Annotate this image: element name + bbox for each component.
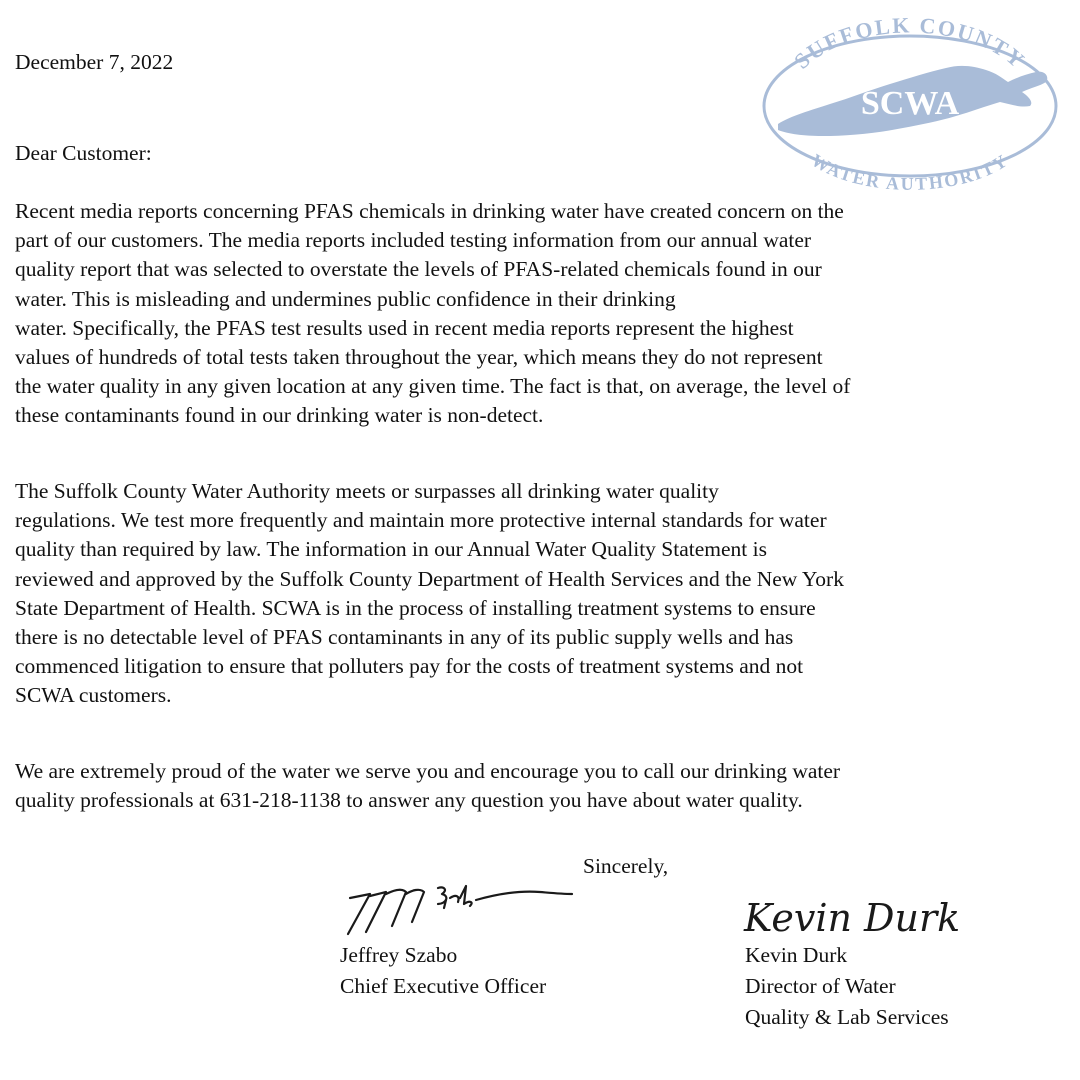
seal-bottom-text: WATER AUTHORITY [807,149,1013,194]
body-paragraph-2: The Suffolk County Water Authority meets or surpasses all drinking water quality regulations. We test more frequently and maintain more protective internal standards for water quality than required by law. The information in our Annual Water Quality Statement is reviewed and approved by the Suffolk County Department of Health Services and the New York State Department of Health. SCWA is in the process of installing treatment systems to ensure there is no detectable level of PFAS contaminants in any of its public supply wells and has commenced litigation to ensure that polluters pay for the costs of treatment systems and not SCWA customers. [15,479,844,708]
svg-text:WATER AUTHORITY [808,150,1012,194]
signer-title-line-2: Quality & Lab Services [745,1005,949,1029]
seal-top-text: SUFFOLK COUNTY [789,12,1031,74]
signer-block-2 [745,940,949,1033]
svg-text:SUFFOLK COUNTY [789,12,1031,73]
body-paragraph-3: We are extremely proud of the water we serve you and encourage you to call our drinking water quality professionals at 631-218-1138 to answer any question you have about water quality. [15,759,841,813]
svg-text:Kevin Durk: Kevin Durk [744,896,961,940]
signer-title: Chief Executive Officer [340,974,547,998]
letter-date: December 7, 2022 [15,50,174,74]
signer-name: Jeffrey Szabo [340,943,458,967]
signature-jeffrey-szabo [340,876,580,940]
signer-block-1 [340,940,546,1002]
signer-name: Kevin Durk [745,943,848,967]
seal-center-text: SCWA [860,85,960,122]
scwa-seal-logo [760,6,1060,196]
signer-title-line-1: Director of Water [745,974,896,998]
body-paragraph-1: Recent media reports concerning PFAS chemicals in drinking water have created concern on the part of our customers. The media reports included testing information from our annual water quality report that was selected to overstate the levels of PFAS-related chemicals found in our water. This is misleading and undermines public confidence in their drinking water. Specifically, the PFAS test results used in recent media reports represent the highest values of hundreds of total tests taken throughout the year, which means they do not represent the water quality in any given location at any given time. The fact is that, on average, the level of these contaminants found in our drinking water is non-detect. [15,199,851,428]
closing: Sincerely, [583,854,669,878]
salutation: Dear Customer: [15,141,152,165]
signature-kevin-durk [742,887,1012,947]
